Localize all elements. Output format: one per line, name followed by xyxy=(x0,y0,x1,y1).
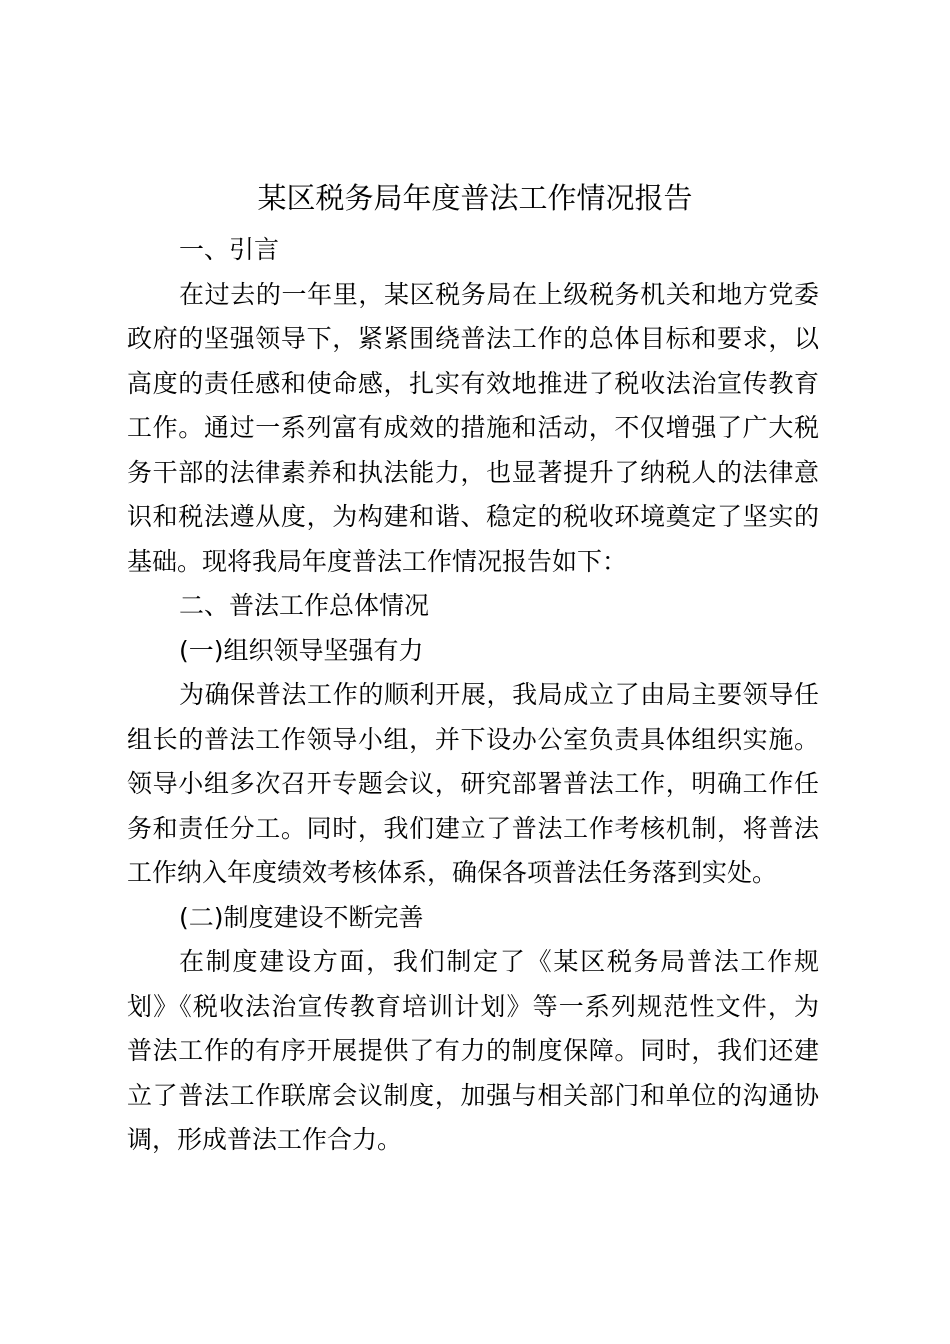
paragraph-line: 基础。现将我局年度普法工作情况报告如下： xyxy=(127,546,628,576)
subsection-heading-institutions: (二)制度建设不断完善 xyxy=(179,902,424,932)
section-heading-overview: 二、普法工作总体情况 xyxy=(179,591,430,620)
document-body xyxy=(127,228,819,1163)
paragraph-intro xyxy=(127,273,819,585)
paragraph-line: 政府的坚强领导下，紧紧围绕普法工作的总体目标和要求，以 xyxy=(127,324,819,353)
paragraph-line: 务和责任分工。同时，我们建立了普法工作考核机制，将普法 xyxy=(127,813,819,843)
paragraph-leadership xyxy=(127,673,819,896)
paragraph-line: 工作。通过一系列富有成效的措施和活动，不仅增强了广大税 xyxy=(127,413,819,442)
section-heading-intro: 一、引言 xyxy=(179,235,280,264)
paragraph-line: 组长的普法工作领导小组，并下设办公室负责具体组织实施。 xyxy=(127,724,819,754)
paragraph-line: 调，形成普法工作合力。 xyxy=(127,1125,403,1154)
paragraph-line: 划》《税收法治宣传教育培训计划》等一系列规范性文件，为 xyxy=(127,991,819,1021)
document-title: 某区税务局年度普法工作情况报告 xyxy=(257,181,693,215)
paragraph-line: 务干部的法律素养和执法能力，也显著提升了纳税人的法律意 xyxy=(127,457,819,487)
subsection-heading-leadership: (一)组织领导坚强有力 xyxy=(179,635,424,665)
paragraph-line: 在制度建设方面，我们制定了《某区税务局普法工作规 xyxy=(179,947,819,976)
paragraph-line: 普法工作的有序开展提供了有力的制度保障。同时，我们还建 xyxy=(127,1036,819,1065)
paragraph-line: 领导小组多次召开专题会议，研究部署普法工作，明确工作任 xyxy=(127,769,819,798)
paragraph-institutions xyxy=(127,940,819,1163)
paragraph-line: 为确保普法工作的顺利开展，我局成立了由局主要领导任 xyxy=(179,680,819,709)
paragraph-line: 识和税法遵从度，为构建和谐、稳定的税收环境奠定了坚实的 xyxy=(127,502,819,531)
paragraph-line: 工作纳入年度绩效考核体系，确保各项普法任务落到实处。 xyxy=(127,858,778,887)
paragraph-line: 高度的责任感和使命感，扎实有效地推进了税收法治宣传教育 xyxy=(127,368,819,398)
paragraph-line: 立了普法工作联席会议制度，加强与相关部门和单位的沟通协 xyxy=(127,1080,819,1110)
paragraph-line: 在过去的一年里，某区税务局在上级税务机关和地方党委 xyxy=(179,279,819,309)
